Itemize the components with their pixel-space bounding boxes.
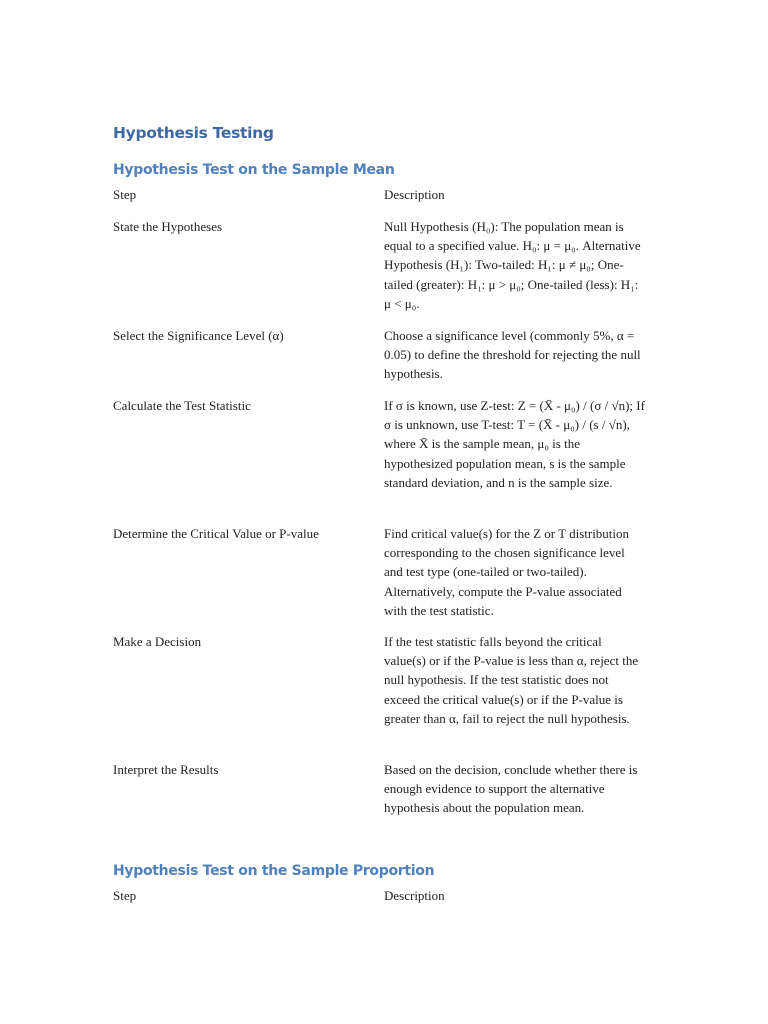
column-header-description: Description xyxy=(384,888,445,903)
step-cell: Determine the Critical Value or P-value xyxy=(113,526,319,541)
column-header-step: Step xyxy=(113,187,137,202)
description-cell: Find critical value(s) for the Z or T distribution corresponding to the chosen significance level and test type (one-tailed or two-tailed). Alternatively, compute the P-value associated with the test statistic. xyxy=(384,526,630,618)
description-cell: If σ is known, use Z-test: Z = (X̄ - μ₀) / (σ / √n); If σ is unknown, use T-test: T = (X̄ - μ₀) / (s / √n), where X̄ is the sample mean, μ₀ is the hypothesized population mean, s is the sample standard deviation, and n is the sample size. xyxy=(384,398,645,490)
section-heading-sample-mean: Hypothesis Test on the Sample Mean xyxy=(113,162,395,178)
document-title: Hypothesis Testing xyxy=(113,124,274,142)
description-cell: Null Hypothesis (H₀): The population mean is equal to a specified value. H₀: μ = μ₀. Alternative Hypothesis (H₁): Two-tailed: H₁: μ ≠ μ₀; One-tailed (greater): H₁: μ > μ₀; One-tailed (less): H₁: μ < μ₀. xyxy=(384,219,641,311)
step-cell: Select the Significance Level (α) xyxy=(113,328,284,343)
description-cell: Based on the decision, conclude whether there is enough evidence to support the alternative hypothesis about the population mean. xyxy=(384,762,638,816)
column-header-description: Description xyxy=(384,187,445,202)
step-cell: State the Hypotheses xyxy=(113,219,223,234)
step-cell: Interpret the Results xyxy=(113,762,219,777)
section-heading-sample-proportion: Hypothesis Test on the Sample Proportion xyxy=(113,863,435,879)
step-cell: Calculate the Test Statistic xyxy=(113,398,251,413)
column-header-step: Step xyxy=(113,888,137,903)
step-cell: Make a Decision xyxy=(113,634,202,649)
description-cell: If the test statistic falls beyond the critical value(s) or if the P-value is less than α, reject the null hypothesis. If the test statistic does not exceed the critical value(s) or if the P-value is greater than α, fail to reject the null hypothesis. xyxy=(384,634,639,726)
description-cell: Choose a significance level (commonly 5%, α = 0.05) to define the threshold for rejecting the null hypothesis. xyxy=(384,328,641,382)
